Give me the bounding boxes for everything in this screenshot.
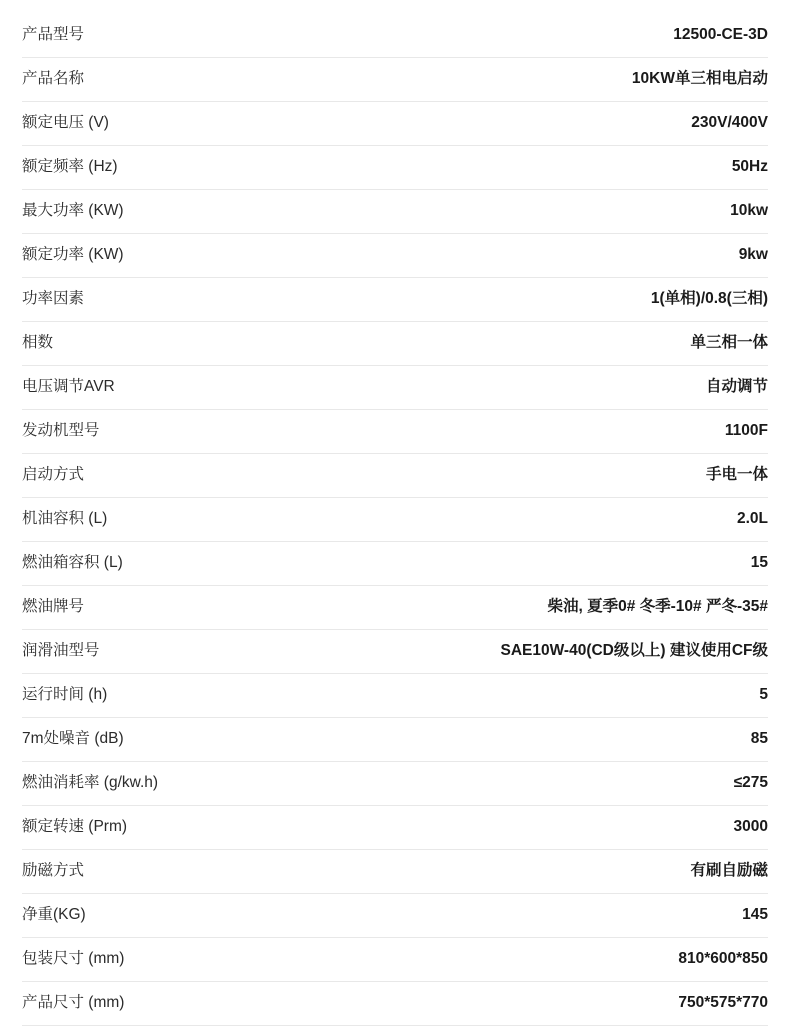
table-row [22, 718, 768, 762]
spec-value: 750*575*770 [322, 982, 768, 1026]
spec-label: 功率因素 [22, 278, 322, 322]
spec-label: 启动方式 [22, 454, 322, 498]
spec-value: 有刷自励磁 [322, 850, 768, 894]
spec-label: 最大功率 (KW) [22, 190, 322, 234]
spec-table-body [22, 14, 768, 1026]
spec-label: 燃油消耗率 (g/kw.h) [22, 762, 322, 806]
spec-label: 相数 [22, 322, 322, 366]
spec-label: 励磁方式 [22, 850, 322, 894]
spec-value: 12500-CE-3D [322, 14, 768, 58]
spec-label: 燃油牌号 [22, 586, 322, 630]
table-row [22, 14, 768, 58]
spec-value: 145 [322, 894, 768, 938]
spec-value: 手电一体 [322, 454, 768, 498]
spec-label: 包装尺寸 (mm) [22, 938, 322, 982]
spec-value: 50Hz [322, 146, 768, 190]
spec-label: 机油容积 (L) [22, 498, 322, 542]
spec-label: 7m处噪音 (dB) [22, 718, 322, 762]
table-row [22, 234, 768, 278]
table-row [22, 190, 768, 234]
table-row [22, 894, 768, 938]
spec-value: 3000 [322, 806, 768, 850]
table-row [22, 454, 768, 498]
spec-label: 产品型号 [22, 14, 322, 58]
table-row [22, 586, 768, 630]
spec-label: 额定电压 (V) [22, 102, 322, 146]
table-row [22, 982, 768, 1026]
spec-label: 产品名称 [22, 58, 322, 102]
spec-value: 230V/400V [322, 102, 768, 146]
spec-value: SAE10W-40(CD级以上) 建议使用CF级 [322, 630, 768, 674]
table-row [22, 498, 768, 542]
spec-label: 润滑油型号 [22, 630, 322, 674]
table-row [22, 146, 768, 190]
spec-value: 1(单相)/0.8(三相) [322, 278, 768, 322]
spec-value: 5 [322, 674, 768, 718]
spec-value: ≤275 [322, 762, 768, 806]
spec-value: 10kw [322, 190, 768, 234]
spec-value: 自动调节 [322, 366, 768, 410]
spec-value: 单三相一体 [322, 322, 768, 366]
table-row [22, 410, 768, 454]
product-spec-table [22, 14, 768, 1026]
table-row [22, 938, 768, 982]
table-row [22, 674, 768, 718]
spec-value: 2.0L [322, 498, 768, 542]
spec-label: 额定转速 (Prm) [22, 806, 322, 850]
spec-label: 净重(KG) [22, 894, 322, 938]
spec-value: 85 [322, 718, 768, 762]
spec-label: 产品尺寸 (mm) [22, 982, 322, 1026]
spec-label: 发动机型号 [22, 410, 322, 454]
spec-label: 额定功率 (KW) [22, 234, 322, 278]
table-row [22, 762, 768, 806]
spec-label: 电压调节AVR [22, 366, 322, 410]
spec-value: 15 [322, 542, 768, 586]
spec-label: 燃油箱容积 (L) [22, 542, 322, 586]
spec-label: 额定频率 (Hz) [22, 146, 322, 190]
table-row [22, 806, 768, 850]
spec-value: 9kw [322, 234, 768, 278]
spec-label: 运行时间 (h) [22, 674, 322, 718]
table-row [22, 630, 768, 674]
spec-value: 柴油, 夏季0# 冬季-10# 严冬-35# [322, 586, 768, 630]
table-row [22, 102, 768, 146]
table-row [22, 366, 768, 410]
table-row [22, 322, 768, 366]
table-row [22, 542, 768, 586]
spec-value: 1100F [322, 410, 768, 454]
table-row [22, 58, 768, 102]
spec-value: 810*600*850 [322, 938, 768, 982]
table-row [22, 850, 768, 894]
table-row [22, 278, 768, 322]
spec-value: 10KW单三相电启动 [322, 58, 768, 102]
